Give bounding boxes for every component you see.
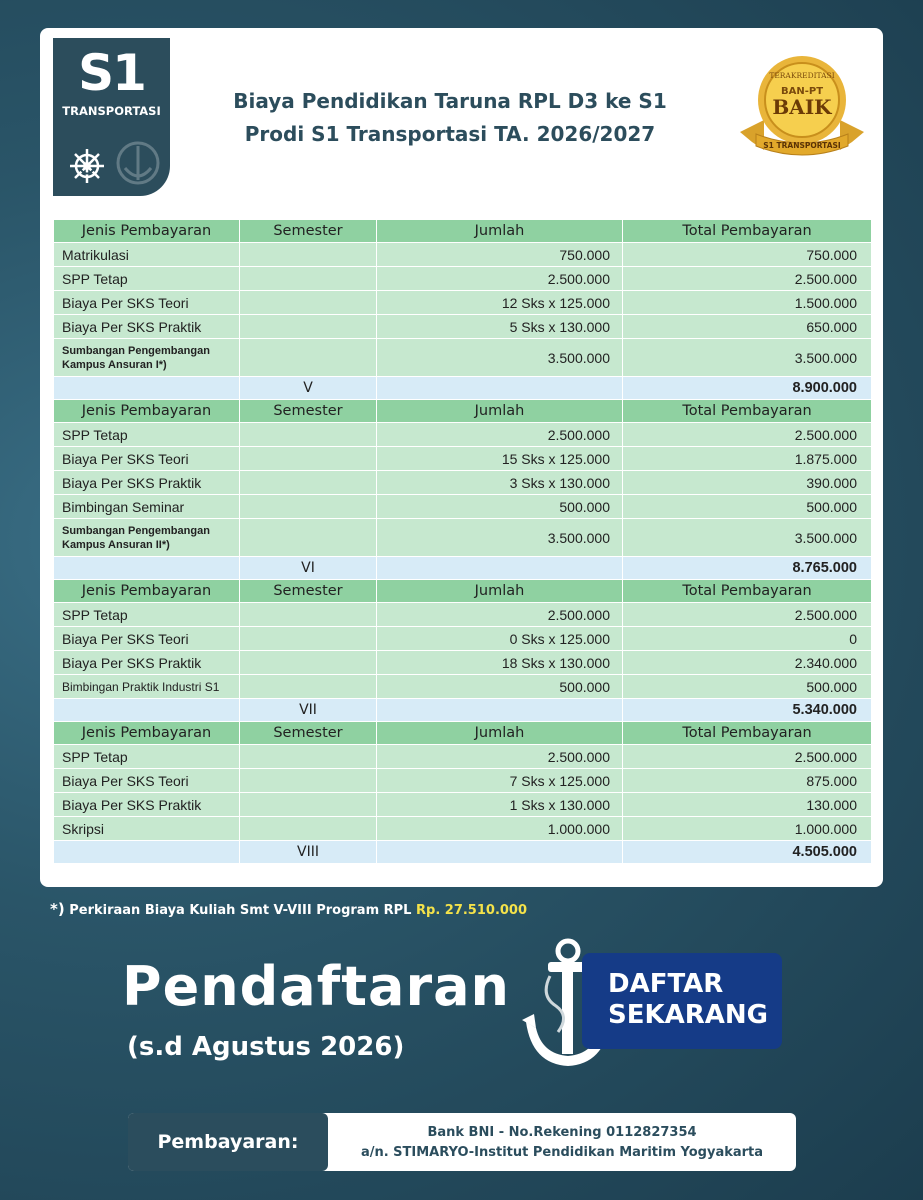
semester-label: VIII [240,841,377,864]
payment-type-cell: Biaya Per SKS Teori [54,769,240,793]
semester-total: 5.340.000 [623,699,872,722]
payment-info-bar [128,1113,796,1171]
semester-cell [240,495,377,519]
payment-type-cell: Matrikulasi [54,243,240,267]
amount-cell: 1.000.000 [377,817,623,841]
amount-cell: 3 Sks x 130.000 [377,471,623,495]
payment-type-cell: Sumbangan Pengembangan Kampus Ansuran I*) [54,339,240,377]
payment-type-cell: Skripsi [54,817,240,841]
payment-type-cell: Bimbingan Praktik Industri S1 [54,675,240,699]
column-header: Semester [240,220,377,243]
badge-org-text: BAN-PT [780,86,824,97]
cost-estimate-note [50,900,527,918]
semester-cell [240,339,377,377]
payment-type-cell: Biaya Per SKS Praktik [54,315,240,339]
semester-cell [240,651,377,675]
amount-cell: 7 Sks x 125.000 [377,769,623,793]
total-cell: 1.500.000 [623,291,872,315]
total-cell: 2.500.000 [623,603,872,627]
payment-label: Pembayaran: [128,1113,328,1171]
semester-cell [240,793,377,817]
total-cell: 1.000.000 [623,817,872,841]
payment-type-cell: Sumbangan Pengembangan Kampus Ansuran II*) [54,519,240,557]
total-cell: 750.000 [623,243,872,267]
semester-label: V [240,377,377,400]
anchor-watermark-icon [113,138,163,188]
summary-blank-cell [377,377,623,400]
s1-transportasi-logo [53,38,170,196]
total-cell: 875.000 [623,769,872,793]
amount-cell: 2.500.000 [377,745,623,769]
total-cell: 500.000 [623,495,872,519]
amount-cell: 2.500.000 [377,267,623,291]
table-row [54,627,872,651]
table-row [54,817,872,841]
payment-type-cell: Biaya Per SKS Praktik [54,471,240,495]
table-row [54,471,872,495]
total-cell: 3.500.000 [623,519,872,557]
amount-cell: 750.000 [377,243,623,267]
semester-label: VII [240,699,377,722]
payment-type-cell: Biaya Per SKS Teori [54,627,240,651]
badge-top-text: TERAKREDITASI [769,71,835,80]
fee-card [40,28,883,887]
column-header: Semester [240,400,377,423]
badge-ribbon-text: S1 TRANSPORTASI [763,141,841,150]
semester-total: 8.900.000 [623,377,872,400]
column-header: Jumlah [377,722,623,745]
semester-cell [240,745,377,769]
total-cell: 2.340.000 [623,651,872,675]
table-row [54,495,872,519]
semester-cell [240,627,377,651]
table-row [54,519,872,557]
amount-cell: 12 Sks x 125.000 [377,291,623,315]
semester-cell [240,769,377,793]
column-header: Jenis Pembayaran [54,400,240,423]
semester-total-row [54,841,872,864]
table-row [54,603,872,627]
amount-cell: 2.500.000 [377,423,623,447]
table-header-row [54,722,872,745]
semester-cell [240,243,377,267]
semester-cell [240,291,377,315]
note-amount: Rp. 27.510.000 [416,903,528,918]
payment-type-cell: Biaya Per SKS Praktik [54,651,240,675]
column-header: Semester [240,722,377,745]
payment-bank-account: Bank BNI - No.Rekening 0112827354 [427,1125,697,1140]
column-header: Total Pembayaran [623,220,872,243]
summary-blank-cell [54,841,240,864]
column-header: Jumlah [377,580,623,603]
amount-cell: 1 Sks x 130.000 [377,793,623,817]
payment-type-cell: SPP Tetap [54,267,240,291]
semester-cell [240,315,377,339]
payment-type-cell: SPP Tetap [54,423,240,447]
semester-cell [240,675,377,699]
table-row [54,315,872,339]
amount-cell: 0 Sks x 125.000 [377,627,623,651]
table-row [54,447,872,471]
table-header-row [54,400,872,423]
badge-grade-text: BAIK [772,95,832,119]
payment-type-cell: Biaya Per SKS Teori [54,447,240,471]
total-cell: 130.000 [623,793,872,817]
semester-total-row [54,699,872,722]
amount-cell: 15 Sks x 125.000 [377,447,623,471]
column-header: Jumlah [377,220,623,243]
amount-cell: 500.000 [377,675,623,699]
register-now-line-1: DAFTAR [608,969,724,999]
table-row [54,291,872,315]
logo-sub-text: TRANSPORTASI [62,104,161,118]
column-header: Jenis Pembayaran [54,220,240,243]
semester-total: 4.505.000 [623,841,872,864]
payment-type-cell: SPP Tetap [54,603,240,627]
payment-details [328,1123,796,1163]
semester-cell [240,267,377,291]
total-cell: 2.500.000 [623,267,872,291]
summary-blank-cell [377,841,623,864]
column-header: Total Pembayaran [623,400,872,423]
note-asterisk: *) [50,900,65,918]
semester-cell [240,471,377,495]
payment-type-cell: SPP Tetap [54,745,240,769]
total-cell: 650.000 [623,315,872,339]
accreditation-badge [736,50,868,160]
registration-deadline: (s.d Agustus 2026) [127,1032,405,1062]
summary-blank-cell [377,699,623,722]
semester-cell [240,519,377,557]
amount-cell: 3.500.000 [377,339,623,377]
amount-cell: 500.000 [377,495,623,519]
ship-wheel-anchor-icon [69,148,105,184]
table-header-row [54,580,872,603]
summary-blank-cell [54,699,240,722]
column-header: Jenis Pembayaran [54,722,240,745]
table-header-row [54,220,872,243]
semester-label: VI [240,557,377,580]
table-row [54,339,872,377]
column-header: Jenis Pembayaran [54,580,240,603]
semester-cell [240,817,377,841]
table-row [54,793,872,817]
semester-cell [240,603,377,627]
table-row [54,745,872,769]
registration-title: Pendaftaran [122,955,510,1018]
amount-cell: 3.500.000 [377,519,623,557]
column-header: Jumlah [377,400,623,423]
summary-blank-cell [377,557,623,580]
payment-account-holder: a/n. STIMARYO-Institut Pendidikan Maritim Yogyakarta [360,1145,764,1160]
total-cell: 2.500.000 [623,745,872,769]
summary-blank-cell [54,377,240,400]
page-title [190,85,710,151]
title-line-1: Biaya Pendidikan Taruna RPL D3 ke S1 [233,89,667,113]
total-cell: 0 [623,627,872,651]
register-now-button[interactable] [582,953,782,1049]
column-header: Total Pembayaran [623,580,872,603]
total-cell: 1.875.000 [623,447,872,471]
amount-cell: 5 Sks x 130.000 [377,315,623,339]
total-cell: 3.500.000 [623,339,872,377]
payment-type-cell: Biaya Per SKS Praktik [54,793,240,817]
semester-cell [240,447,377,471]
payment-type-cell: Biaya Per SKS Teori [54,291,240,315]
table-row [54,769,872,793]
column-header: Total Pembayaran [623,722,872,745]
logo-main-text: S1 [78,44,145,102]
register-now-line-2: SEKARANG [608,1000,768,1030]
amount-cell: 18 Sks x 130.000 [377,651,623,675]
semester-total: 8.765.000 [623,557,872,580]
summary-blank-cell [54,557,240,580]
semester-total-row [54,557,872,580]
total-cell: 500.000 [623,675,872,699]
fee-table [53,219,872,864]
semester-cell [240,423,377,447]
total-cell: 390.000 [623,471,872,495]
note-text: Perkiraan Biaya Kuliah Smt V-VIII Program RPL [69,903,412,918]
fee-table-body [54,220,872,864]
table-row [54,651,872,675]
table-row [54,675,872,699]
payment-type-cell: Bimbingan Seminar [54,495,240,519]
semester-total-row [54,377,872,400]
title-line-2: Prodi S1 Transportasi TA. 2026/2027 [244,122,656,146]
total-cell: 2.500.000 [623,423,872,447]
column-header: Semester [240,580,377,603]
table-row [54,267,872,291]
table-row [54,423,872,447]
amount-cell: 2.500.000 [377,603,623,627]
table-row [54,243,872,267]
